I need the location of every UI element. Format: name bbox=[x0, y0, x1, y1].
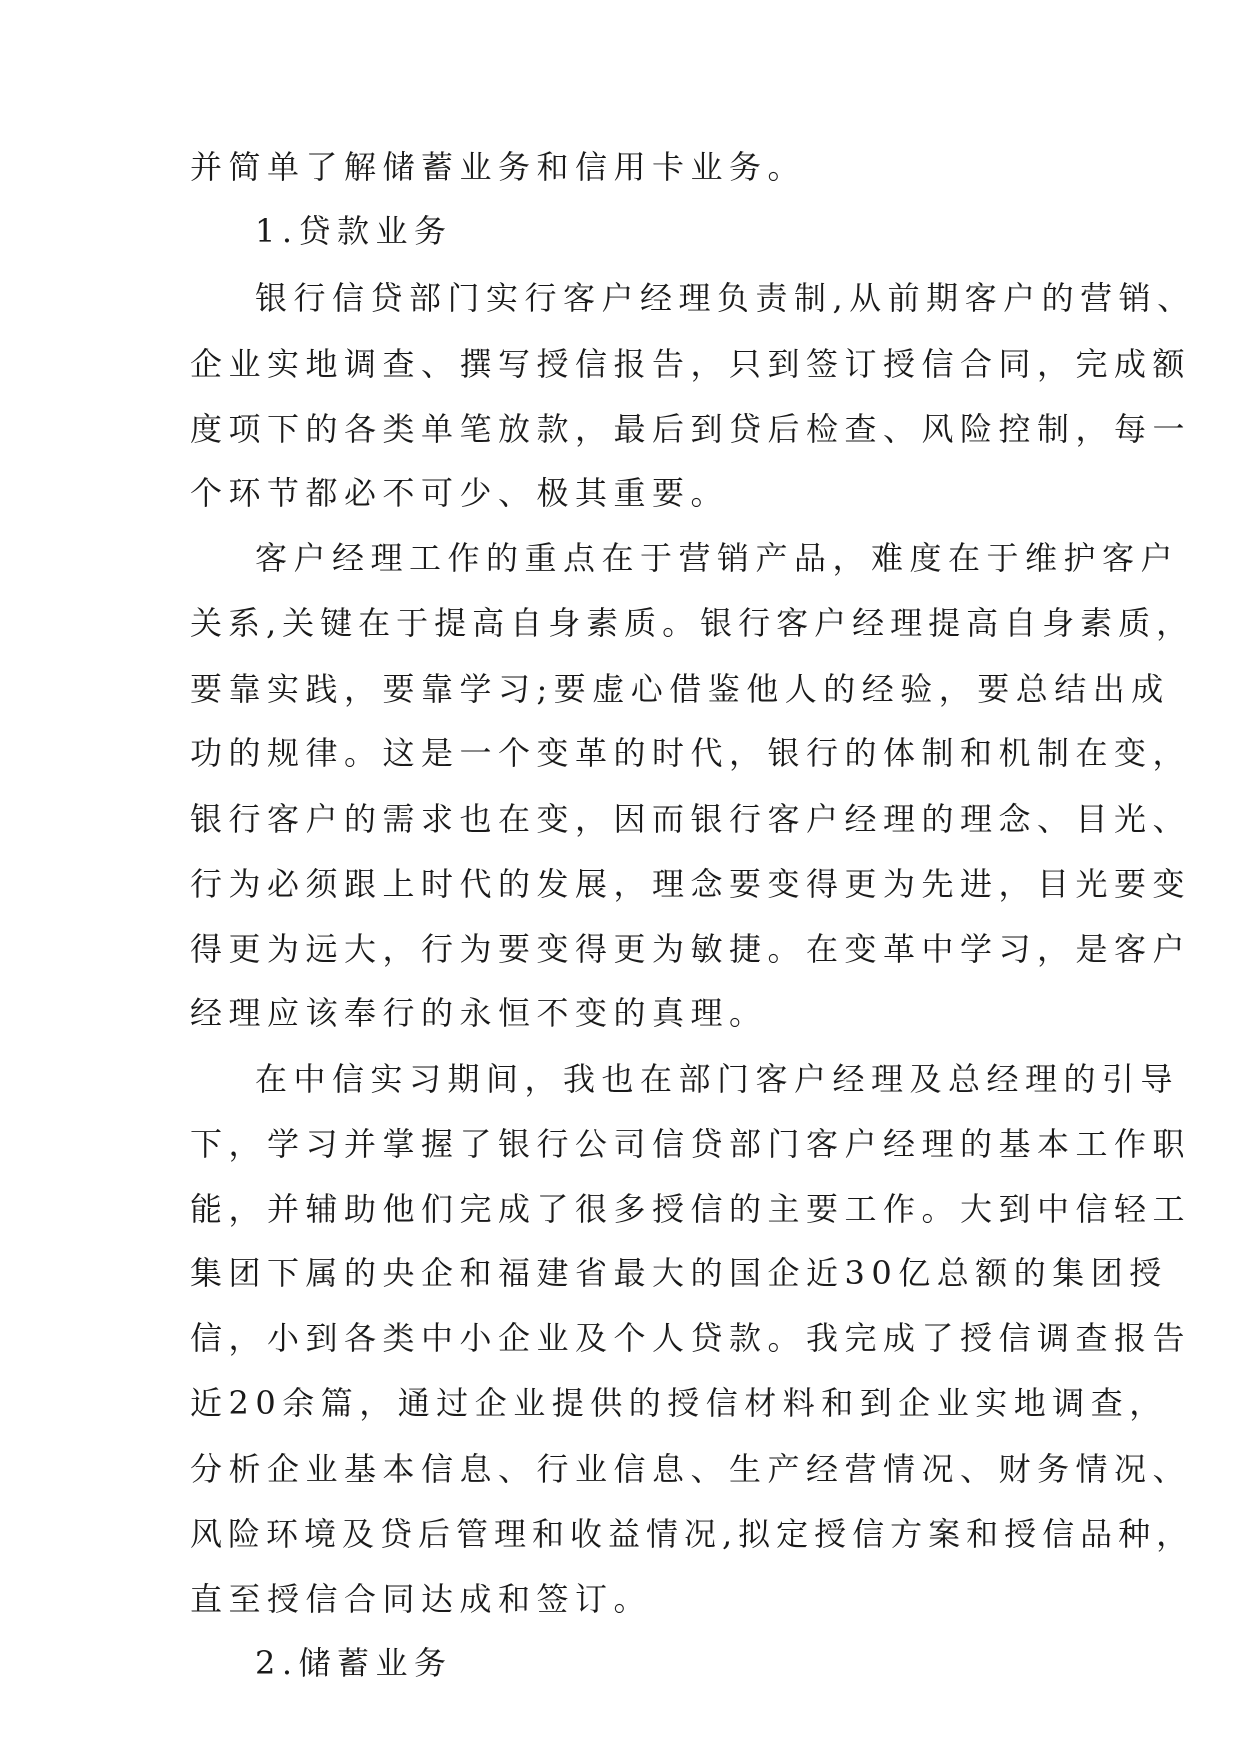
section-heading-savings: 2.储蓄业务 bbox=[255, 1644, 453, 1682]
paragraph-line: 下，学习并掌握了银行公司信贷部门客户经理的基本工作职 bbox=[190, 1125, 1192, 1163]
paragraph-line: 功的规律。这是一个变革的时代，银行的体制和机制在变， bbox=[190, 734, 1192, 772]
paragraph-line: 风险环境及贷后管理和收益情况,拟定授信方案和授信品种， bbox=[190, 1515, 1195, 1553]
paragraph-line: 个环节都必不可少、极其重要。 bbox=[190, 474, 730, 512]
paragraph-line: 得更为远大，行为要变得更为敏捷。在变革中学习，是客户 bbox=[190, 930, 1192, 968]
paragraph-line: 能，并辅助他们完成了很多授信的主要工作。大到中信轻工 bbox=[190, 1190, 1192, 1228]
paragraph-line: 分析企业基本信息、行业信息、生产经营情况、财务情况、 bbox=[190, 1450, 1192, 1488]
paragraph-line: 行为必须跟上时代的发展，理念要变得更为先进，目光要变 bbox=[190, 865, 1192, 903]
paragraph-line: 经理应该奉行的永恒不变的真理。 bbox=[190, 994, 768, 1032]
text-line: 并简单了解储蓄业务和信用卡业务。 bbox=[190, 148, 807, 186]
paragraph-line: 银行信贷部门实行客户经理负责制,从前期客户的营销、 bbox=[255, 279, 1196, 317]
paragraph-line: 信，小到各类中小企业及个人贷款。我完成了授信调查报告 bbox=[190, 1319, 1192, 1357]
paragraph-line: 要靠实践，要靠学习;要虚心借鉴他人的经验，要总结出成 bbox=[190, 670, 1170, 708]
paragraph-line: 近20余篇，通过企业提供的授信材料和到企业实地调查， bbox=[190, 1384, 1168, 1422]
paragraph-line: 关系,关键在于提高自身素质。银行客户经理提高自身素质， bbox=[190, 604, 1195, 642]
paragraph-line: 直至授信合同达成和签订。 bbox=[190, 1580, 653, 1618]
paragraph-line: 企业实地调查、撰写授信报告，只到签订授信合同，完成额 bbox=[190, 345, 1192, 383]
paragraph-line: 银行客户的需求也在变，因而银行客户经理的理念、目光、 bbox=[190, 800, 1192, 838]
paragraph-line: 集团下属的央企和福建省最大的国企近30亿总额的集团授 bbox=[190, 1254, 1168, 1292]
paragraph-line: 度项下的各类单笔放款，最后到贷后检查、风险控制，每一 bbox=[190, 410, 1192, 448]
section-heading-loans: 1.贷款业务 bbox=[255, 212, 453, 250]
paragraph-line: 客户经理工作的重点在于营销产品，难度在于维护客户 bbox=[255, 539, 1180, 577]
paragraph-line: 在中信实习期间，我也在部门客户经理及总经理的引导 bbox=[255, 1060, 1180, 1098]
